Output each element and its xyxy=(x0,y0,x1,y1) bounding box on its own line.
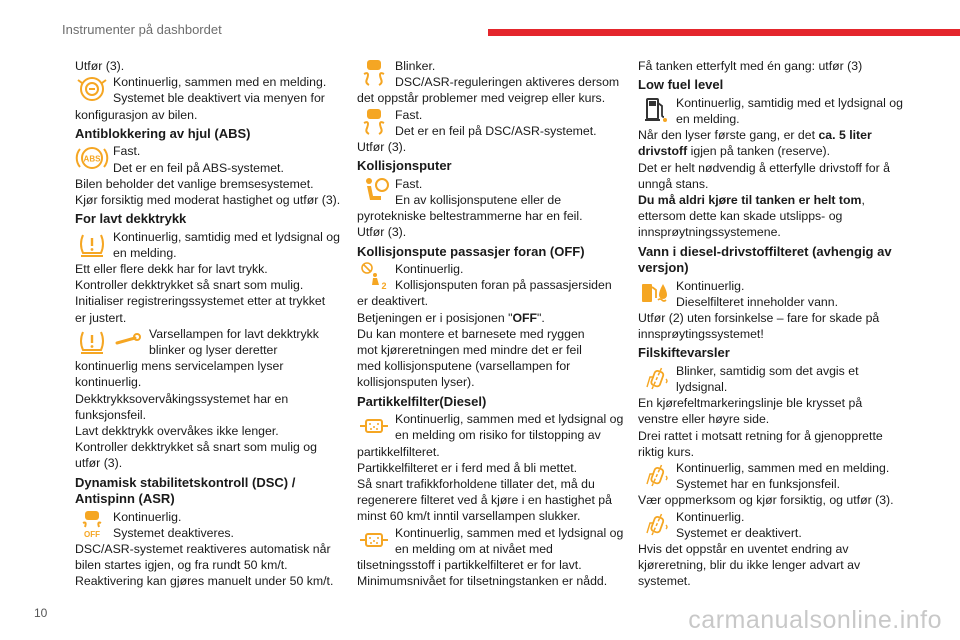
paragraph: Få tanken etterfylt med én gang: utfør (3) xyxy=(638,59,863,73)
text-line: en melding om at nivået med xyxy=(395,541,553,556)
section-heading xyxy=(638,244,908,277)
icon-row xyxy=(75,326,343,358)
column-2 xyxy=(357,58,625,589)
paragraph: Bilen beholder det vanlige bremsesystemet. xyxy=(75,176,314,191)
heading-line: Dynamisk stabilitetskontroll (DSC) / xyxy=(75,474,296,490)
text-span: igjen på tanken (reserve). xyxy=(687,144,831,159)
paragraph: Reaktivering kan gjøres manuelt under 50 km/t. xyxy=(75,574,334,589)
text-line: en melding om risiko for tilstopping av xyxy=(395,428,601,443)
heading-line: Antispinn (ASR) xyxy=(75,491,175,507)
paragraph: Lavt dekktrykk overvåkes ikke lenger. xyxy=(75,424,279,439)
text-span: Betjeningen er i posisjonen " xyxy=(357,310,513,325)
paragraph: Dekktrykksovervåkingssystemet har en xyxy=(75,391,289,406)
text-line: Blinker. xyxy=(395,59,436,73)
paragraph: innsprøytningssystemene. xyxy=(638,225,781,240)
paragraph: Så snart trafikkforholdene tillater det, må du xyxy=(357,476,595,491)
bold-span: ca. 5 liter xyxy=(818,128,872,143)
paragraph: konfigurasjon av bilen. xyxy=(75,107,198,122)
paragraph xyxy=(638,192,908,208)
text-line: en melding. xyxy=(113,245,177,260)
heading-line: Vann i diesel-drivstoffilteret (avhengig av xyxy=(638,243,892,259)
paragraph: funksjonsfeil. xyxy=(75,407,147,422)
tyre-pressure-icon xyxy=(75,229,111,259)
paragraph: minst 60 km/t inntil varsellampen slukker. xyxy=(357,509,581,524)
text-span: , xyxy=(861,192,865,207)
paragraph: partikkelfilteret. xyxy=(357,444,440,459)
icon-row xyxy=(75,509,343,541)
icon-row xyxy=(357,261,625,293)
airbag-icon xyxy=(357,176,393,206)
paragraph: det oppstår problemer med veigrep eller kurs. xyxy=(357,91,606,106)
text-line: Fast. xyxy=(395,176,423,191)
paragraph: regenerere filteret ved å kjøre i en hastighet på xyxy=(357,493,612,508)
icon-row xyxy=(75,74,343,106)
lane-departure-icon xyxy=(638,363,674,393)
page-header-title: Instrumenter på dashbordet xyxy=(62,22,222,37)
paragraph xyxy=(638,127,908,143)
text-line: Fast. xyxy=(113,144,141,159)
tyre-pressure-service-icon xyxy=(75,326,147,356)
paragraph: mot kjøreretningen med mindre det er feil xyxy=(357,343,582,358)
icon-row xyxy=(638,95,908,127)
paragraph: innsprøytingssystemet! xyxy=(638,327,764,342)
paragraph: Utfør (3). xyxy=(75,59,125,73)
text-line: Kontinuerlig. xyxy=(676,278,745,293)
paragraph xyxy=(638,143,908,159)
section-heading: For lavt dekktrykk xyxy=(75,211,187,227)
column-3 xyxy=(638,58,908,590)
icon-row xyxy=(357,176,625,208)
paragraph: utfør (3). xyxy=(75,456,123,471)
dsc-icon xyxy=(357,107,393,137)
heading-line: versjon) xyxy=(638,260,689,276)
paragraph: ettersom dette kan skade utslipps- og xyxy=(638,209,843,224)
section-heading: Kollisjonsputer xyxy=(357,158,452,174)
paragraph: Vær oppmerksom og kjør forsiktig, og utfør (3). xyxy=(638,493,894,508)
column-1 xyxy=(75,58,343,590)
paragraph: systemet. xyxy=(638,574,691,589)
icon-row xyxy=(357,411,625,443)
paragraph: riktig kurs. xyxy=(638,444,695,459)
text-line: Kontinuerlig, sammen med et lydsignal og xyxy=(395,412,624,427)
fuel-pump-icon xyxy=(638,95,674,125)
paragraph: DSC/ASR-systemet reaktiveres automatisk når xyxy=(75,542,331,557)
text-line: En av kollisjonsputene eller de xyxy=(395,192,562,207)
text-line: Varsellampen for lavt dekktrykk xyxy=(149,326,319,341)
text-line: Kontinuerlig, sammen med en melding. xyxy=(113,75,327,90)
text-line: DSC/ASR-reguleringen aktiveres dersom xyxy=(395,75,620,90)
paragraph: Ett eller flere dekk har for lavt trykk. xyxy=(75,262,268,277)
text-line: Det er en feil på DSC/ASR-systemet. xyxy=(395,123,597,138)
paragraph: Du kan montere et barnesete med ryggen xyxy=(357,326,585,341)
lane-departure-icon xyxy=(638,460,674,490)
paragraph: Utfør (3). xyxy=(357,140,407,155)
icon-label: 2 xyxy=(381,281,387,292)
header-accent-bar xyxy=(488,29,960,36)
text-span: Når den lyser første gang, er det xyxy=(638,128,819,143)
watermark: carmanualsonline.info xyxy=(688,606,942,634)
paragraph: venstre eller høyre side. xyxy=(638,412,770,427)
paragraph: Kontroller dekktrykket så snart som mulig og xyxy=(75,440,317,455)
text-line: Blinker, samtidig som det avgis et xyxy=(676,363,859,378)
paragraph: En kjørefeltmarkeringslinje ble krysset på xyxy=(638,396,863,411)
paragraph: Kontroller dekktrykket så snart som mulig. xyxy=(75,278,304,293)
section-heading: Filskiftevarsler xyxy=(638,345,730,361)
svg-text:ABS: ABS xyxy=(83,154,101,164)
paragraph: Partikkelfilteret er i ferd med å bli mettet. xyxy=(357,460,578,475)
text-line: Systemet er deaktivert. xyxy=(676,525,802,540)
section-heading: Antiblokkering av hjul (ABS) xyxy=(75,125,251,141)
text-span: ". xyxy=(537,310,545,325)
dsc-icon xyxy=(357,58,393,88)
particle-filter-icon xyxy=(357,525,393,555)
section-heading: Low fuel level xyxy=(638,77,724,93)
icon-row xyxy=(638,363,908,395)
abs-icon xyxy=(75,143,111,173)
service-icon xyxy=(75,74,111,104)
text-line: Systemet har en funksjonsfeil. xyxy=(676,477,841,492)
paragraph: Utfør (3). xyxy=(357,225,407,240)
text-line: Kontinuerlig, sammen med en melding. xyxy=(676,461,890,476)
text-line: Fast. xyxy=(395,107,423,122)
text-line: Kontinuerlig. xyxy=(395,262,464,277)
icon-row xyxy=(357,107,625,139)
section-heading: Partikkelfilter(Diesel) xyxy=(357,393,487,409)
text-line: Kollisjonsputen foran på passasjersiden xyxy=(395,278,612,293)
text-line: Systemet deaktiveres. xyxy=(113,525,234,540)
paragraph: er justert. xyxy=(75,310,127,325)
paragraph: med kollisjonsputene (varsellampen for xyxy=(357,359,571,374)
icon-row xyxy=(638,509,908,541)
text-line: Kontinuerlig, sammen med et lydsignal og xyxy=(395,525,624,540)
text-line: Kontinuerlig, samtidig med et lydsignal og xyxy=(113,229,340,244)
paragraph: kontinuerlig mens servicelampen lyser xyxy=(75,359,284,374)
paragraph: kontinuerlig. xyxy=(75,375,142,390)
paragraph: Det er helt nødvendig å etterfylle drivstoff for å xyxy=(638,160,890,175)
paragraph: pyrotekniske beltestrammerne har en feil. xyxy=(357,209,583,224)
icon-label: OFF xyxy=(84,529,100,539)
particle-filter-icon xyxy=(357,411,393,441)
paragraph: Utfør (2) uten forsinkelse – fare for skade på xyxy=(638,310,880,325)
water-in-diesel-icon xyxy=(638,278,674,308)
dsc-off-icon xyxy=(75,509,111,539)
text-line: Kontinuerlig, samtidig med et lydsignal og xyxy=(676,95,903,110)
paragraph xyxy=(357,310,625,326)
text-line: Kontinuerlig. xyxy=(113,509,182,524)
text-line: en melding. xyxy=(676,111,740,126)
icon-row xyxy=(638,460,908,492)
paragraph: kollisjonsputen lyser). xyxy=(357,375,475,390)
paragraph: Hvis det oppstår en uventet endring av xyxy=(638,542,849,557)
bold-span: Du må aldri kjøre til tanken er helt tom xyxy=(638,192,862,207)
paragraph: bilen startes igjen, og fra rundt 50 km/t. xyxy=(75,558,288,573)
icon-row xyxy=(75,143,343,175)
paragraph: Drei rattet i motsatt retning for å gjenopprette xyxy=(638,428,883,443)
text-line: Systemet ble deaktivert via menyen for xyxy=(113,91,325,106)
text-line: Det er en feil på ABS-systemet. xyxy=(113,160,284,175)
passenger-airbag-off-icon xyxy=(357,261,393,291)
text-line: lydsignal. xyxy=(676,380,728,395)
icon-row xyxy=(357,58,625,90)
section-heading: Kollisjonspute passasjer foran (OFF) xyxy=(357,243,585,259)
paragraph: kjøreretning, blir du ikke lenger advart av xyxy=(638,558,861,573)
section-heading xyxy=(75,475,343,508)
bold-span: OFF xyxy=(512,310,538,325)
paragraph: Initialiser registreringssystemet etter at trykket xyxy=(75,294,326,309)
page-number: 10 xyxy=(34,606,48,620)
paragraph: tilsetningsstoff i partikkelfilteret er for lavt. xyxy=(357,557,582,572)
icon-row xyxy=(75,229,343,261)
paragraph: er deaktivert. xyxy=(357,294,429,309)
icon-row xyxy=(638,278,908,310)
text-line: Dieselfilteret inneholder vann. xyxy=(676,294,839,309)
paragraph: Minimumsnivået for tilsetningstanken er nådd. xyxy=(357,574,608,589)
text-line: Kontinuerlig. xyxy=(676,509,745,524)
bold-span: drivstoff xyxy=(638,144,688,159)
paragraph: Kjør forsiktig med moderat hastighet og utfør (3). xyxy=(75,192,341,207)
lane-departure-icon xyxy=(638,509,674,539)
paragraph: unngå stans. xyxy=(638,176,709,191)
icon-row xyxy=(357,525,625,557)
text-line: blinker og lyser deretter xyxy=(149,343,278,358)
